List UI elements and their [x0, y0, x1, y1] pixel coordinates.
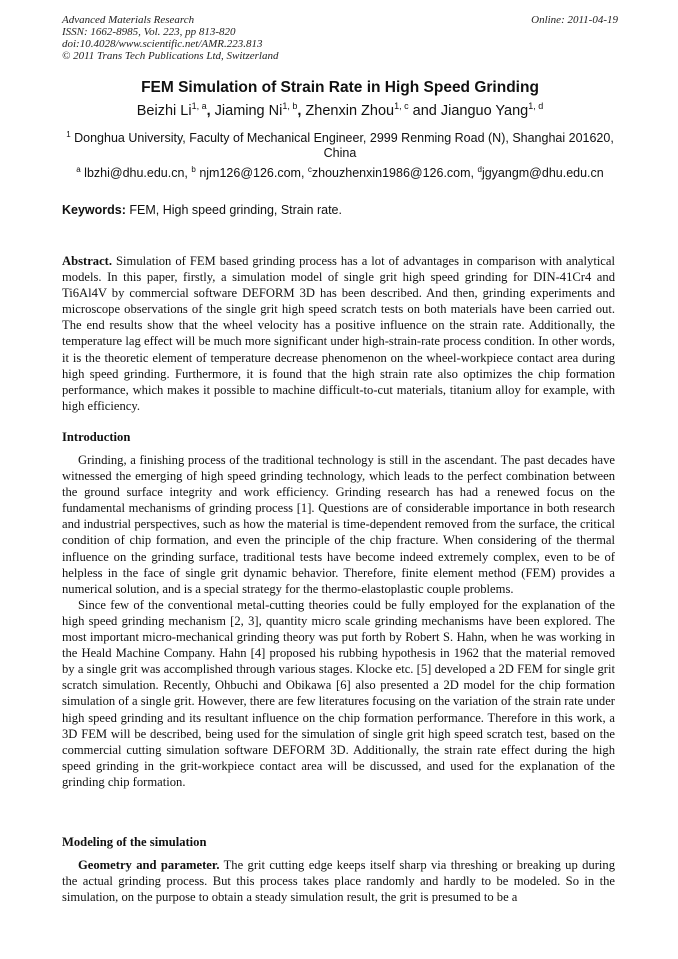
section-heading-modeling: Modeling of the simulation: [62, 835, 207, 849]
affiliation: $^1$ Donghua University, Faculty of Mechanical Engineer, 2999 Renming Road (N), Shanghai 201620, China: [66, 130, 614, 160]
keywords-text: FEM, High speed grinding, Strain rate.: [125, 203, 342, 217]
email-link[interactable]: zhouzhenxin1986@126.com,: [311, 166, 478, 180]
journal-header: [62, 14, 618, 62]
journal-doi[interactable]: doi:10.4028/www.scientific.net/AMR.223.813: [62, 38, 263, 50]
abstract-label: Abstract.: [62, 254, 113, 268]
subsection-lead: Geometry and parameter.: [78, 858, 220, 872]
keywords: [62, 203, 618, 217]
modeling-body: [62, 857, 615, 905]
online-date: Online: 2011-04-19: [531, 14, 618, 26]
journal-copyright: © 2011 Trans Tech Publications Ltd, Switzerland: [62, 50, 279, 62]
paragraph: Grinding, a finishing process of the traditional technology is still in the ascendant. The past decades have witnessed the emerging of high speed grinding technology, which leads to the perfect combination between the ground surface integrity and work efficiency. Grinding research has had a renewed focus on the fundamental mechanisms of grinding process [1]. Questions are of considerable importance in both research and industrial perspectives, such as how the material is time-dependent removed from the surface, the critical condition of chip formation, and even the principle of the chip fracture. When considering of the thermal influence on the grinding surface, traditional tests have become indeed extremely complex, even to be of helpless in the face of single grit dynamic behavior. Therefore, finite element method (FEM) provides a numerical solution, and is a special strategy for the thermo-elastoplastic couple problems.: [62, 453, 615, 596]
email-link[interactable]: jgyangm@dhu.edu.cn: [481, 166, 604, 180]
keywords-label: Keywords:: [62, 203, 126, 217]
author-emails: $^a$ lbzhi@dhu.edu.cn, $^b$ njm126@126.com, $^c$zhouzhenxin1986@126.com, $^d$jgyangm@dhu.edu.cn: [76, 165, 604, 180]
paragraph: Geometry and parameter. The grit cutting edge keeps itself sharp via threshing or breaking up during the actual grinding process. But this process takes place randomly and hardly to be modeled. So in the simulation, on the purpose to obtain a steady simulation result, the grit is presumed to be a: [62, 858, 616, 905]
author-list: [62, 103, 618, 119]
paragraph: Since few of the conventional metal-cutting theories could be fully employed for the explanation of the high speed grinding mechanism [2, 3], quantity micro scale grinding mechanisms have been explored. The most important micro-mechanical grinding theory was put forth by Robert S. Hahn, when he was working in the Heald Machine Company. Hahn [4] proposed his rubbing hypothesis in 1962 that the material removed by a single grit was accomplished through various stages. Klocke etc. [5] developed a 2D FEM for single grit scratch simulation. Recently, Ohbuchi and Obikawa [6] also presented a 2D model for the chip formation simulation of a single grit. However, there are few literatures focusing on the variation of the strain rate under high speed grinding and its resultant influence on the chip formation performance. Therefore in this work, a 3D FEM will be described, being used for the simulation of single grit high speed scratch test, based on the commercial cutting simulation software DEFORM 3D. Additionally, the strain rate effect during the high speed grinding in the grit-workpiece contact area will be discussed, and used for the explanation of the grinding chip formation.: [62, 597, 615, 789]
email-link[interactable]: lbzhi@dhu.edu.cn,: [80, 166, 192, 180]
abstract: [62, 253, 615, 414]
section-heading-introduction: Introduction: [62, 430, 131, 444]
author: Jiaming Ni$^{1, b}$,: [214, 101, 306, 119]
email-link[interactable]: njm126@126.com,: [195, 166, 308, 180]
paper-title: FEM Simulation of Strain Rate in High Speed Grinding: [141, 79, 539, 96]
abstract-text: Simulation of FEM based grinding process has a lot of advantages in comparison with analytical models. In this paper, firstly, a simulation model of single grit high speed grinding for DIN-41Cr4 and Ti6Al4V by commercial software DEFORM 3D has been described. And then, grinding experiments and microscope observations of the single grit high speed scratch tests on both materials have been carried out. The end results show that the wheel velocity has a positive influence on the strain rate. Additionally, the temperature lag effect will be much more significant under high-strain-rate process condition. In other words, it is the theoretic element of temperature decrease phenomenon on the wheel-workpiece contact area during high speed grinding. Furthermore, it is found that the high strain rate also optimizes the chip formation performance, which makes it possible to machine difficult-to-cut materials, titanium alloy for example, with high efficiency.: [62, 254, 615, 413]
author: Zhenxin Zhou$^{1, c}$ and: [305, 101, 441, 119]
journal-issn: ISSN: 1662-8985, Vol. 223, pp 813-820: [62, 26, 236, 38]
author: Jianguo Yang$^{1, d}$: [440, 101, 544, 119]
author: Beizhi Li$^{1, a}$,: [136, 101, 215, 119]
journal-name: Advanced Materials Research: [62, 14, 195, 26]
introduction-body: [62, 452, 615, 790]
